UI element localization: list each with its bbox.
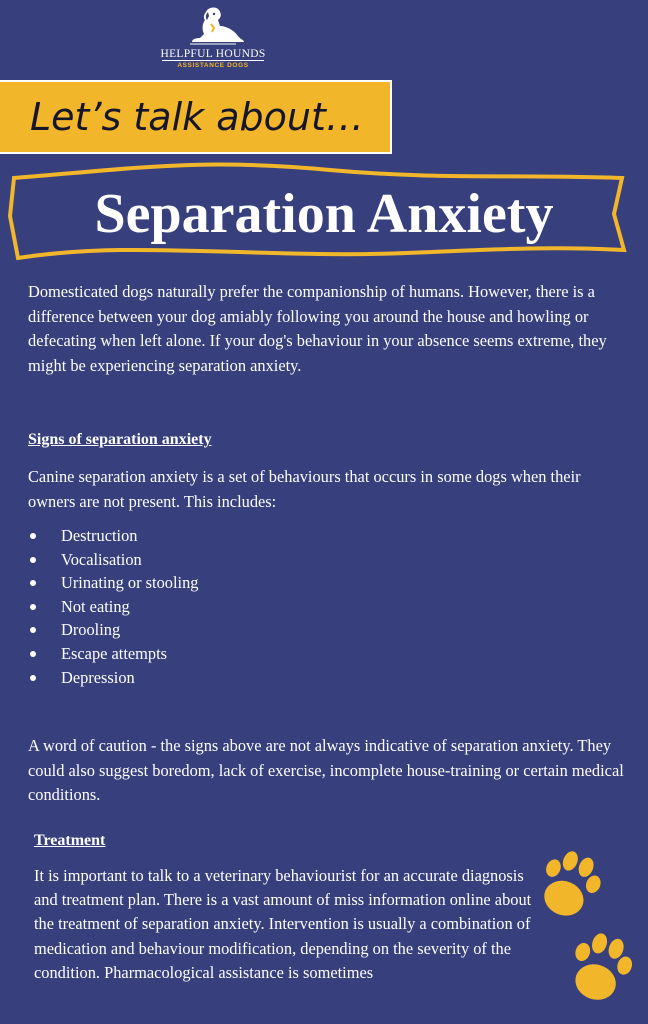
dog-logo-icon [178,6,248,50]
bullet-icon [30,533,36,539]
list-item [28,642,199,666]
bullet-icon [30,675,36,681]
bullet-icon [30,651,36,657]
list-item-label: Depression [61,667,135,687]
list-item [28,524,199,548]
bullet-icon [30,557,36,563]
page-title: Separation Anxiety [94,183,554,245]
signs-list [28,524,199,689]
talk-banner [0,80,392,154]
list-item [28,595,199,619]
bullet-icon [30,580,36,586]
helpful-hounds-logo [158,6,268,70]
signs-intro-paragraph: Canine separation anxiety is a set of behaviours that occurs in some dogs when their owners are not present. This includes: [28,467,581,511]
bullet-icon [30,627,36,633]
list-item [28,548,199,572]
list-item [28,571,199,595]
logo-divider [162,60,264,61]
list-item-label: Vocalisation [61,549,142,569]
list-item-label: Urinating or stooling [61,573,199,593]
list-item-label: Not eating [61,596,130,616]
caution-paragraph: A word of caution - the signs above are not always indicative of separation anxiety. They could also suggest boredom, lack of exercise, incomplete house-training or certain medical conditions. [28,736,624,804]
list-item-label: Destruction [61,526,138,545]
logo-name: HELPFUL HOUNDS [160,48,266,60]
paw-print-icon [536,846,606,926]
talk-banner-text: Let’s talk about… [30,95,364,139]
list-item [28,618,199,642]
list-item-label: Drooling [61,620,121,640]
treatment-paragraph: It is important to talk to a veterinary behaviourist for an accurate diagnosis and treatment plan. There is a vast amount of miss information online about the treatment of separation anxiety. Intervention is usually a combination of medication and behaviour modification, depending on the severity of the condition. Pharmacological assistance is sometimes [34,866,532,982]
treatment-heading: Treatment [34,832,106,849]
intro-paragraph: Domesticated dogs naturally prefer the companionship of humans. However, there is a difference between your dog amiably following you around the house and howling or defecating when left alone. If your dog's behaviour in your absence seems extreme, they might be experiencing separation anxiety. [28,282,607,375]
list-item-label: Escape attempts [61,643,168,663]
list-item [28,666,199,690]
logo-subtitle: ASSISTANCE DOGS [177,62,249,69]
paw-print-icon [566,928,638,1010]
signs-heading: Signs of separation anxiety [28,431,212,448]
bullet-icon [30,604,36,610]
